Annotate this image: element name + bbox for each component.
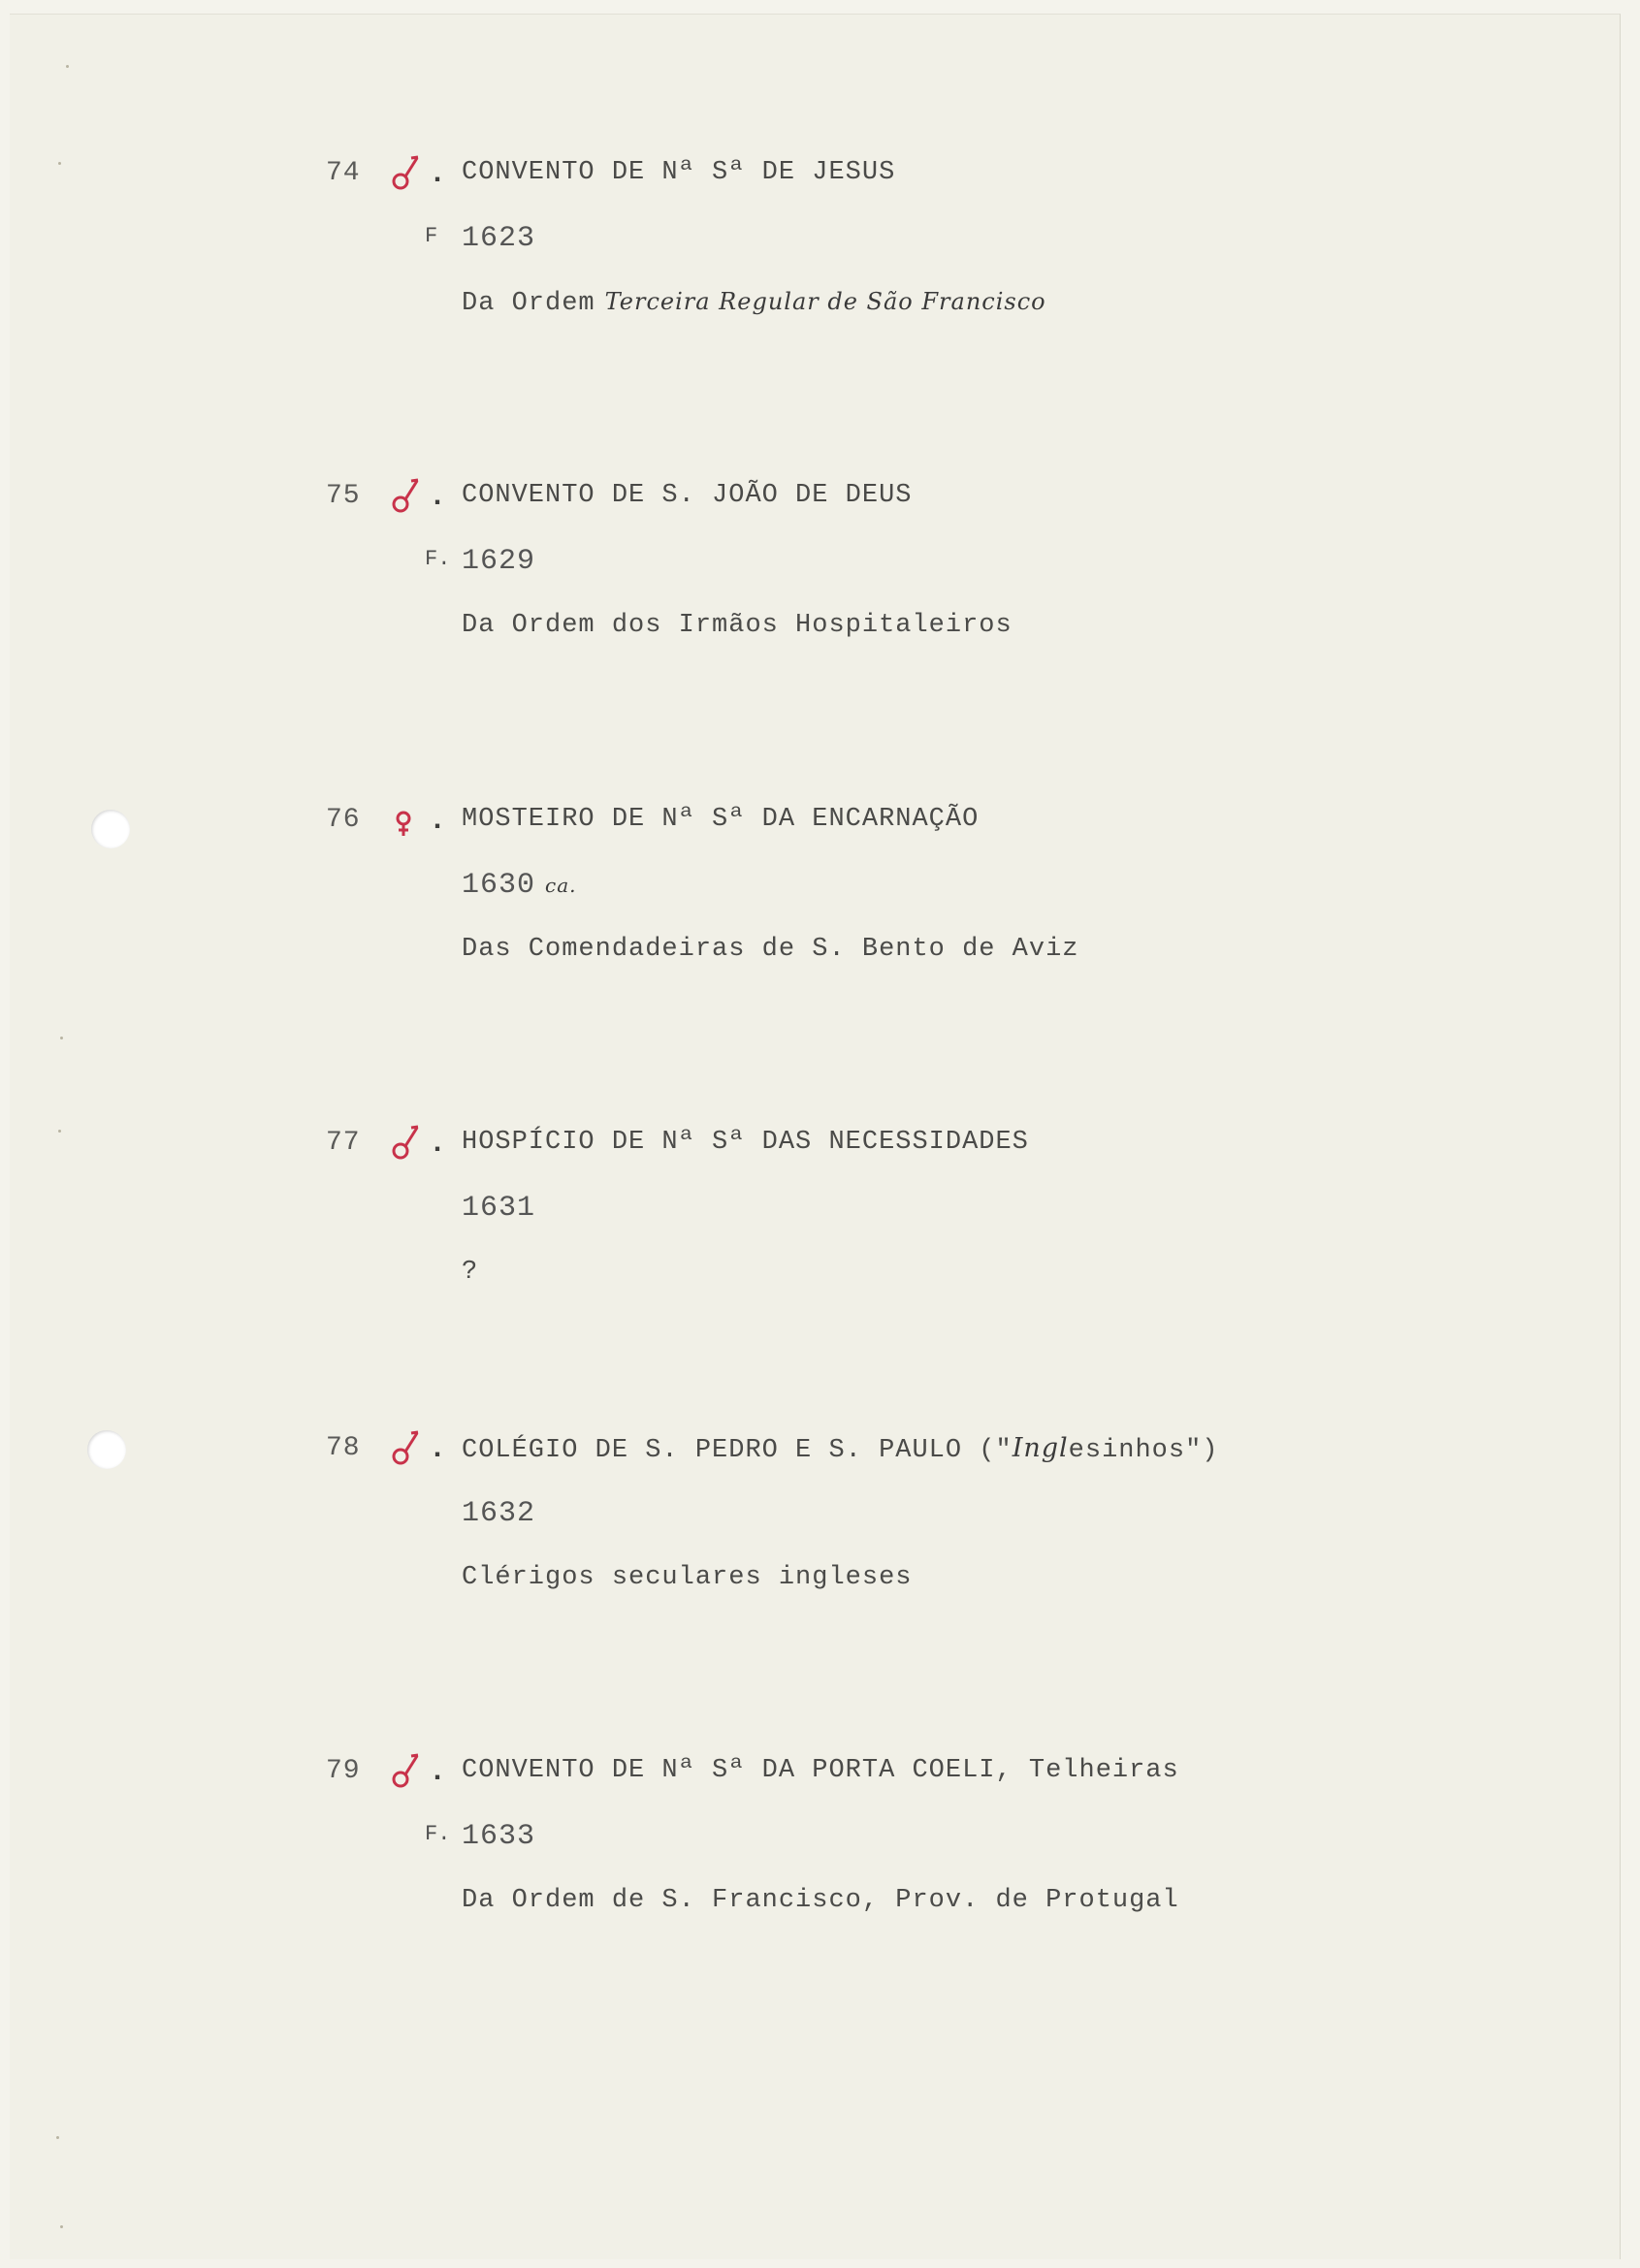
male-symbol-icon	[390, 475, 423, 516]
male-symbol-icon	[390, 1122, 423, 1163]
entry-year: 1629	[462, 545, 536, 578]
entry-title	[462, 1433, 1219, 1465]
entry-78	[10, 1433, 1620, 1676]
paper-speck	[56, 2136, 59, 2139]
entry-number: 77	[326, 1128, 361, 1158]
entry-79	[10, 1756, 1620, 1998]
entry-note: ?	[462, 1258, 479, 1287]
separator-dot: .	[429, 1756, 447, 1789]
female-symbol-icon	[390, 799, 423, 840]
entry-year	[462, 869, 577, 902]
separator-dot: .	[429, 158, 447, 191]
entry-note: Da Ordem dos Irmãos Hospitaleiros	[462, 611, 1013, 640]
entry-title: CONVENTO DE Nª Sª DA PORTA COELI, Telheiras	[462, 1756, 1179, 1785]
title-handwritten: Ingl	[1012, 1433, 1069, 1463]
entry-74	[10, 158, 1620, 400]
entry-year: 1633	[462, 1820, 536, 1853]
entry-75	[10, 481, 1620, 723]
male-symbol-icon	[390, 152, 423, 193]
title-typed-after: esinhos")	[1068, 1436, 1219, 1465]
entry-76	[10, 805, 1620, 1047]
entry-note	[462, 288, 1046, 318]
note-handwritten: Terceira Regular de São Francisco	[604, 288, 1046, 315]
title-typed-before: COLÉGIO DE S. PEDRO E S. PAULO ("	[462, 1436, 1013, 1465]
foundation-mark: F	[425, 224, 438, 248]
separator-dot: .	[429, 481, 447, 514]
entry-note: Clérigos seculares ingleses	[462, 1563, 913, 1592]
separator-dot: .	[429, 1433, 447, 1466]
entry-number: 78	[326, 1433, 361, 1463]
separator-dot: .	[429, 805, 447, 838]
entry-number: 75	[326, 481, 361, 511]
entry-title: HOSPÍCIO DE Nª Sª DAS NECESSIDADES	[462, 1128, 1029, 1157]
entry-number: 74	[326, 158, 361, 188]
foundation-mark: F.	[425, 547, 451, 571]
entry-number: 79	[326, 1756, 361, 1786]
foundation-mark: F.	[425, 1822, 451, 1846]
paper-speck	[60, 2225, 63, 2228]
separator-dot: .	[429, 1128, 447, 1161]
paper-speck	[66, 65, 69, 68]
male-symbol-icon	[390, 1427, 423, 1468]
year-value: 1630	[462, 869, 536, 902]
entry-77	[10, 1128, 1620, 1370]
entry-title: CONVENTO DE Nª Sª DE JESUS	[462, 158, 896, 187]
entry-number: 76	[326, 805, 361, 835]
year-note-handwritten: ca.	[545, 874, 577, 897]
entry-title: CONVENTO DE S. JOÃO DE DEUS	[462, 481, 913, 510]
note-typed: Da Ordem	[462, 289, 595, 318]
entry-note: Das Comendadeiras de S. Bento de Aviz	[462, 935, 1079, 964]
entry-year: 1631	[462, 1192, 536, 1225]
entry-year: 1623	[462, 222, 536, 255]
entry-year: 1632	[462, 1497, 536, 1530]
entry-title: MOSTEIRO DE Nª Sª DA ENCARNAÇÃO	[462, 805, 980, 834]
entry-note: Da Ordem de S. Francisco, Prov. de Protugal	[462, 1886, 1179, 1915]
document-sheet	[10, 14, 1621, 2259]
male-symbol-icon	[390, 1750, 423, 1791]
